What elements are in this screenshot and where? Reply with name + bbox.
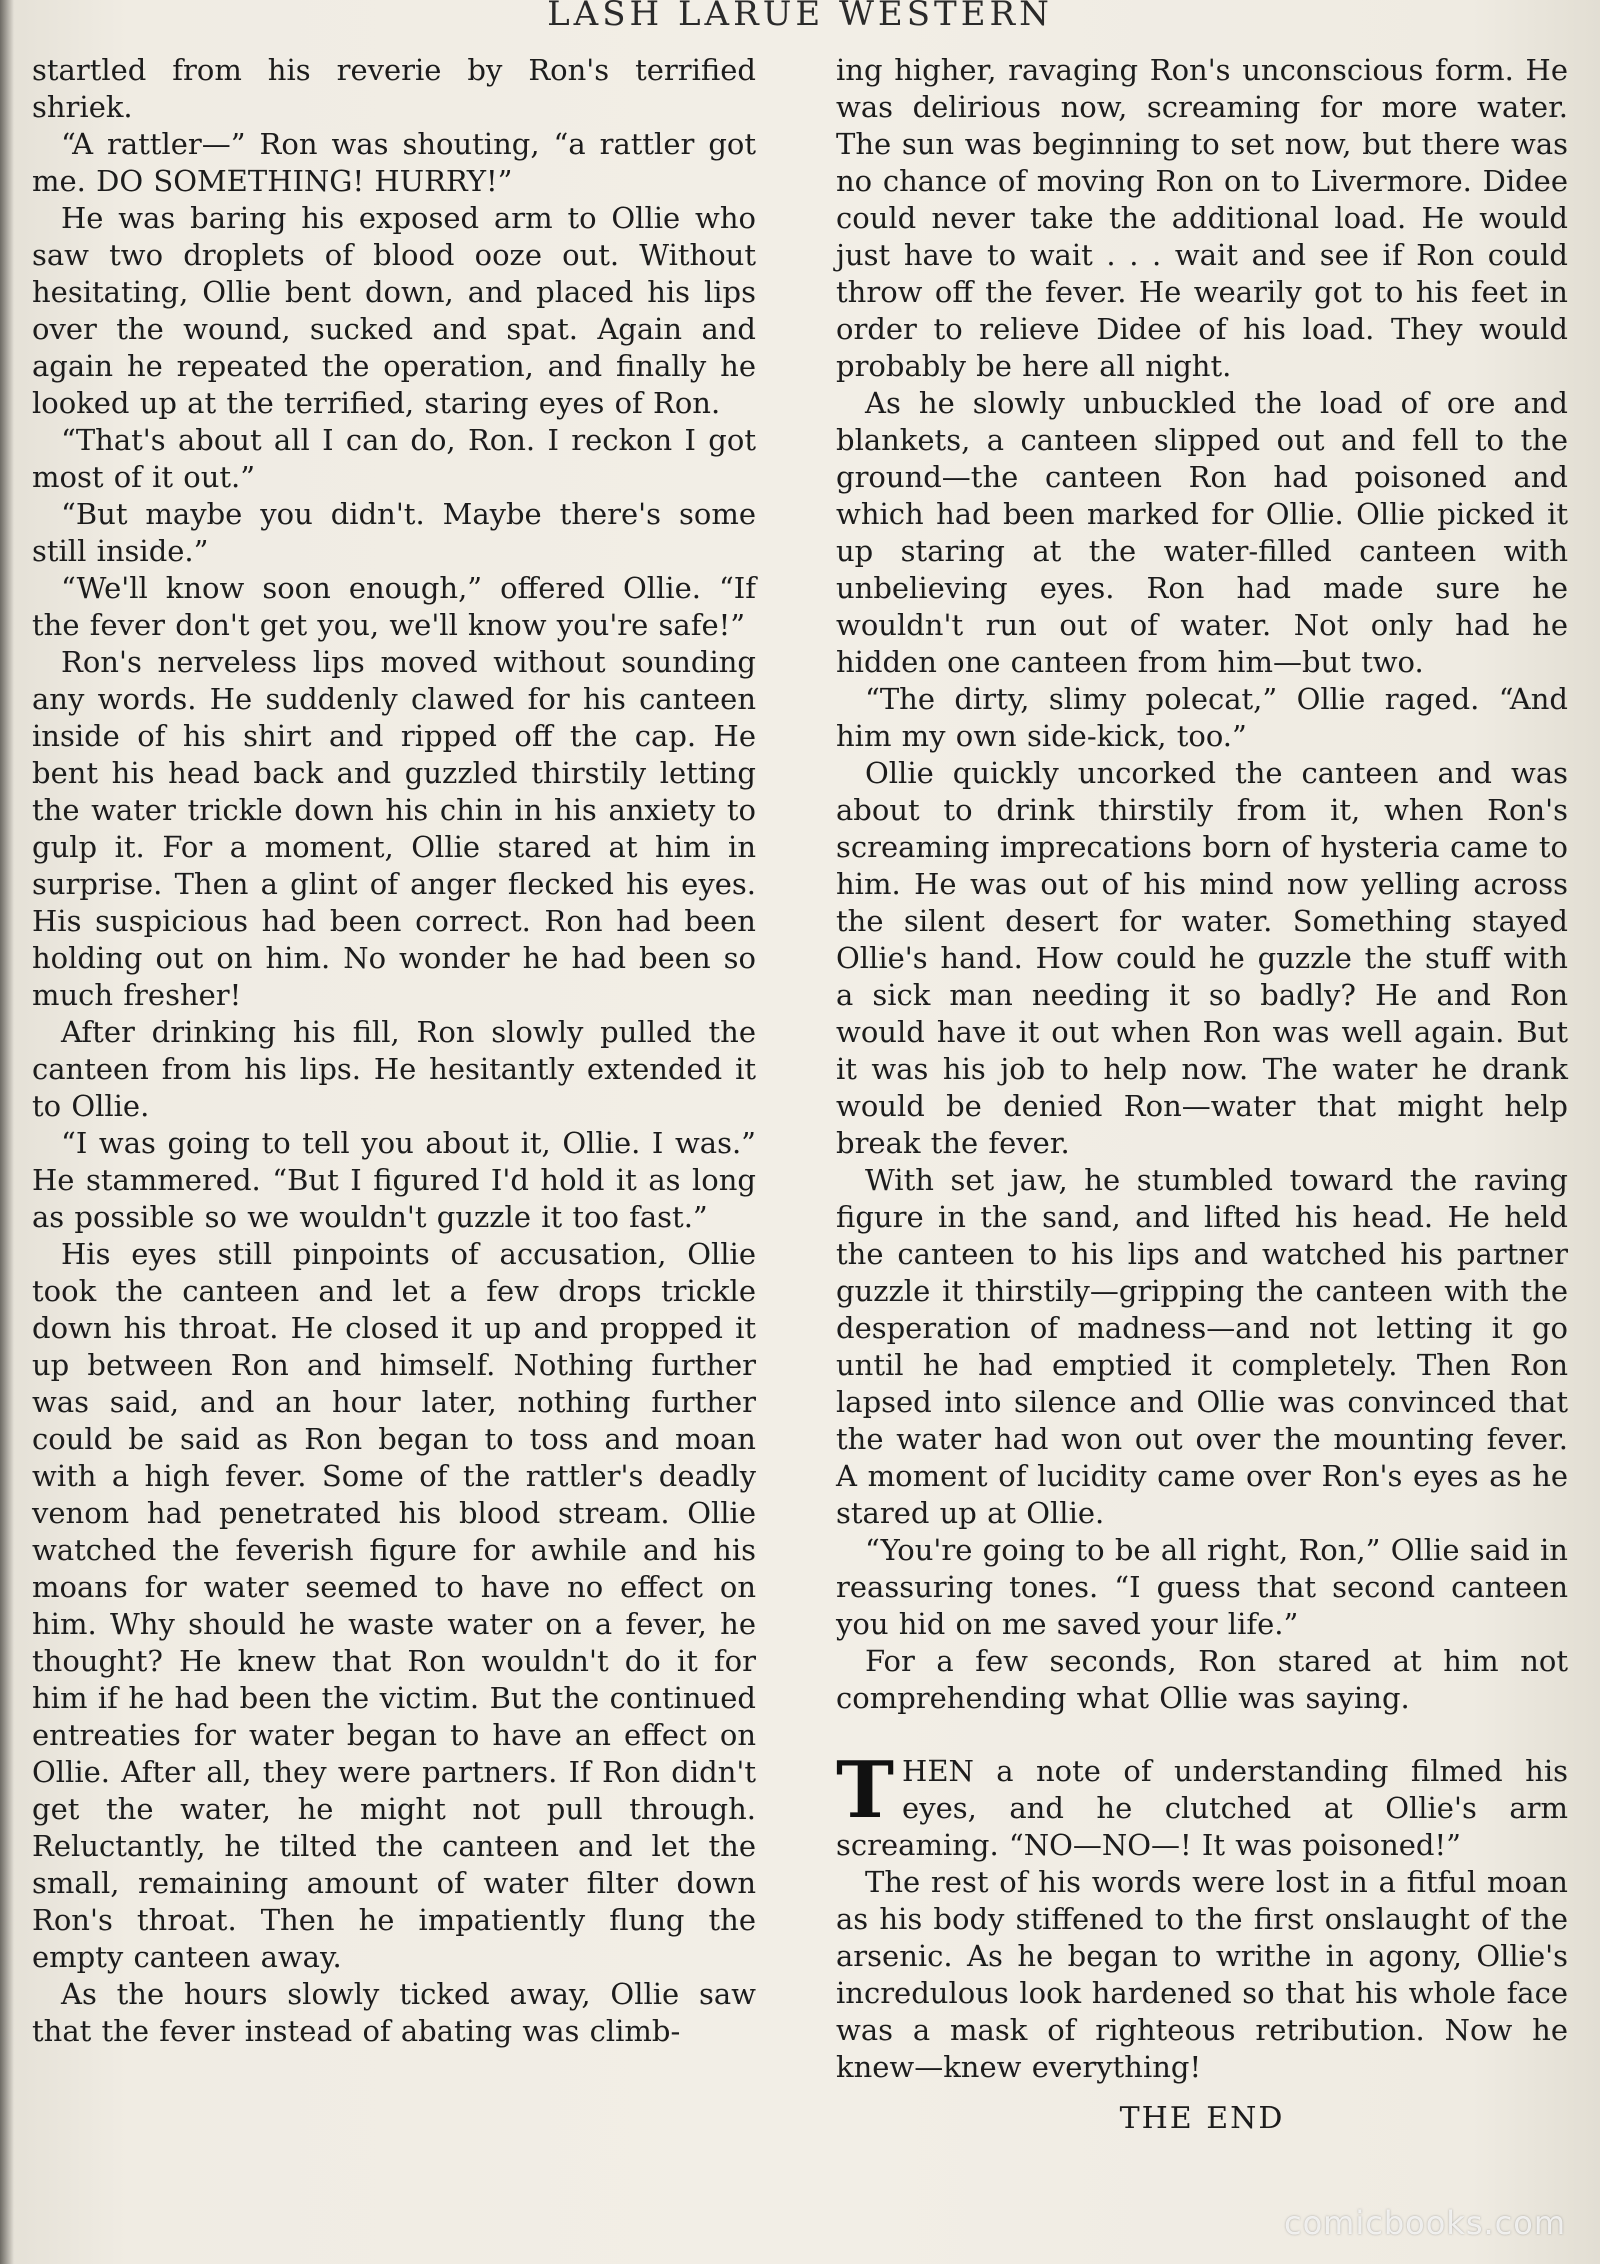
story-paragraph: With set jaw, he stumbled toward the raving figure in the sand, and lifted his head. He held the canteen to his lips and watched his partner guzzle it thirstily—gripping the canteen with the desperation of madness—and not letting it go until he had emptied it completely. Then Ron lapsed into silence and Ollie was convinced that the water had won out over the mounting fever. A moment of lucidity came over Ron's eyes as he stared up at Ollie. [836,1163,1568,1530]
site-watermark: comicbooks.com [1283,2204,1566,2242]
story-paragraph: For a few seconds, Ron stared at him not comprehending what Ollie was saying. [836,1644,1568,1715]
page-spine-shadow [0,0,14,2264]
story-paragraph: “We'll know soon enough,” offered Ollie. “If the fever don't get you, we'll know you're safe!” [32,571,756,642]
story-paragraph: “You're going to be all right, Ron,” Ollie said in reassuring tones. “I guess that second canteen you hid on me saved your life.” [836,1533,1568,1641]
story-paragraph: “The dirty, slimy polecat,” Ollie raged. “And him my own side-kick, too.” [836,682,1568,753]
drop-cap-letter: T [836,1745,895,1836]
running-header-title: LASH LARUE WESTERN [547,0,1053,34]
story-paragraph: The rest of his words were lost in a fitful moan as his body stiffened to the first onslaught of the arsenic. As he began to writhe in agony, Ollie's incredulous look hardened so that his whole face was a mask of righteous retribution. Now he knew—knew everything! [836,1865,1568,2084]
story-paragraph: His eyes still pinpoints of accusation, Ollie took the canteen and let a few drops trickle down his throat. He closed it up and propped it up between Ron and himself. Nothing further was said, and an hour later, nothing further could be said as Ron began to toss and moan with a high fever. Some of the rattler's deadly venom had penetrated his blood stream. Ollie watched the feverish figure for awhile and his moans for water seemed to have no effect on him. Why should he waste water on a fever, he thought? He knew that Ron wouldn't do it for him if he had been the victim. But the continued entreaties for water began to have an effect on Ollie. After all, they were partners. If Ron didn't get the water, he might not pull through. Reluctantly, he tilted the canteen and let the small, remaining amount of water filter down Ron's throat. Then he impatiently flung the empty canteen away. [32,1237,756,1974]
the-end-label: THE END [1119,2101,1285,2136]
dropcap-paragraph [836,1745,1568,1864]
right-text-column [836,52,1568,2137]
story-paragraph: Ron's nerveless lips moved without sounding any words. He suddenly clawed for his canteen inside of his shirt and ripped off the cap. He bent his head back and guzzled thirstily letting the water trickle down his chin in his anxiety to gulp it. For a moment, Ollie stared at him in surprise. Then a glint of anger flecked his eyes. His suspicious had been correct. Ron had been holding out on him. No wonder he had been so much fresher! [32,645,756,1012]
left-text-column [32,52,756,2050]
story-paragraph: As he slowly unbuckled the load of ore and blankets, a canteen slipped out and fell to the ground—the canteen Ron had poisoned and which had been marked for Ollie. Ollie picked it up staring at the water-filled canteen with unbelieving eyes. Ron had made sure he wouldn't run out of water. Not only had he hidden one canteen from him—but two. [836,386,1568,679]
story-paragraph: As the hours slowly ticked away, Ollie saw that the fever instead of abating was climb- [32,1977,756,2048]
story-paragraph: “That's about all I can do, Ron. I reckon I got most of it out.” [32,423,756,494]
story-paragraph: After drinking his fill, Ron slowly pulled the canteen from his lips. He hesitantly extended it to Ollie. [32,1015,756,1123]
story-paragraph: “But maybe you didn't. Maybe there's some still inside.” [32,497,756,568]
story-paragraph: “A rattler—” Ron was shouting, “a rattler got me. DO SOMETHING! HURRY!” [32,127,756,198]
story-paragraph: Ollie quickly uncorked the canteen and was about to drink thirstily from it, when Ron's screaming imprecations born of hysteria came to him. He was out of his mind now yelling across the silent desert for water. Something stayed Ollie's hand. How could he guzzle the stuff with a sick man needing it so badly? He and Ron would have it out when Ron was well again. But it was his job to help now. The water he drank would be denied Ron—water that might help break the fever. [836,756,1568,1160]
story-paragraph: He was baring his exposed arm to Ollie who saw two droplets of blood ooze out. Without hesitating, Ollie bent down, and placed his lips over the wound, sucked and spat. Again and again he repeated the operation, and finally he looked up at the terrified, staring eyes of Ron. [32,201,756,420]
dropcap-paragraph-text: HEN a note of understanding filmed his eyes, and he clutched at Ollie's arm screaming. “NO—NO—! It was poisoned!” [836,1754,1568,1862]
story-paragraph: “I was going to tell you about it, Ollie. I was.” He stammered. “But I figured I'd hold it as long as possible so we wouldn't guzzle it too fast.” [32,1126,756,1234]
story-paragraph: ing higher, ravaging Ron's unconscious form. He was delirious now, screaming for more water. The sun was beginning to set now, but there was no chance of moving Ron on to Livermore. Didee could never take the additional load. He would just have to wait . . . wait and see if Ron could throw off the fever. He wearily got to his feet in order to relieve Didee of his load. They would probably be here all night. [836,53,1568,383]
story-paragraph: startled from his reverie by Ron's terrified shriek. [32,53,756,124]
